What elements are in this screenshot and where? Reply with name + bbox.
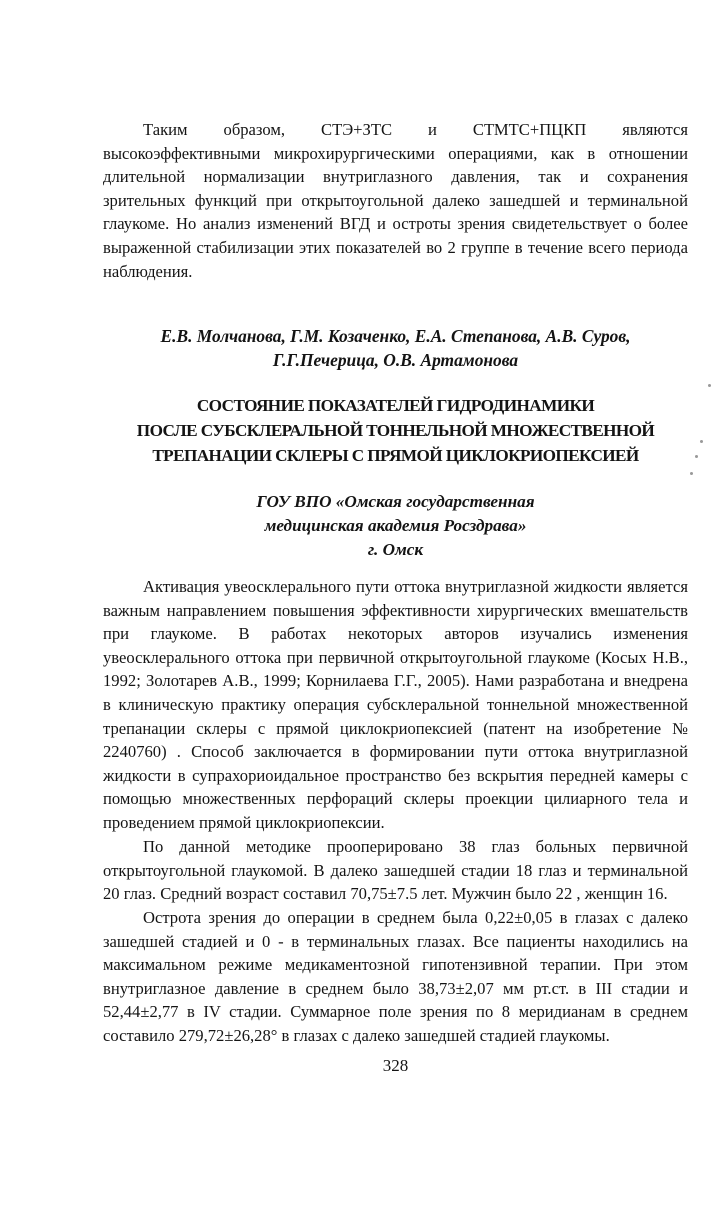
page-number: 328 [382,1056,409,1075]
title-line-1: СОСТОЯНИЕ ПОКАЗАТЕЛЕЙ ГИДРОДИНАМИКИ [196,396,595,415]
organization [103,490,688,562]
article-title [103,393,688,468]
scan-speck [708,384,711,387]
organization-city: г. Омск [367,540,424,559]
scan-speck [690,472,693,475]
scan-speck [695,455,698,458]
body-paragraph: Активация увеосклерального пути оттока внутриглазной жидкости является важным направлением повышения эффективности хирургических вмешательств при глаукоме. В работах некоторых авторов изучались изменения увеосклерального оттока при первичной открытоугольной глаукоме (Косых Н.В., 1992; Золотарев А.В., 1999; Корнилаева Г.Г., 2005). Нами разработана и внедрена в клиническую практику операция субсклеральной тоннельной множественной трепанации склеры с прямой циклокриопексией (патент на изобретение № 2240760) . Способ заключается в формировании пути оттока внутриглазной жидкости в супрахориоидальное пространство без вскрытия передней камеры с помощью множественных перфораций склеры проекции цилиарного тела и проведением прямой циклокриопексии. [103,577,688,832]
authors-line-1: Е.В. Молчанова, Г.М. Козаченко, Е.А. Степанова, А.В. Суров, [160,326,631,346]
body-paragraph: Острота зрения до операции в среднем была 0,22±0,05 в глазах с далеко зашедшей стадией и 0 - в терминальных глазах. Все пациенты находились на максимальном режиме медикаментозной гипотензивной терапии. При этом внутриглазное давление в среднем было 38,73±2,07 мм рт.ст. в III стадии и 52,44±2,77 в IV стадии. Суммарное поле зрения по 8 меридианам в среднем составило 279,72±26,28° в глазах с далеко зашедшей стадией глаукомы. [103,908,688,1045]
authors [103,324,688,372]
title-line-2: ПОСЛЕ СУБСКЛЕРАЛЬНОЙ ТОННЕЛЬНОЙ МНОЖЕСТВЕННОЙ [136,421,655,440]
organization-line-2: медицинская академия Росздрава» [264,516,527,535]
scan-speck [700,440,703,443]
title-line-3: ТРЕПАНАЦИИ СКЛЕРЫ С ПРЯМОЙ ЦИКЛОКРИОПЕКСИЕЙ [152,446,639,465]
body-paragraph: По данной методике прооперировано 38 глаз больных первичной открытоугольной глаукомой. В далеко зашедшей стадии 18 глаз и терминальной 20 глаз. Средний возраст составил 70,75±7.5 лет. Мужчин было 22 , женщин 16. [103,837,688,904]
intro-paragraph: Таким образом, СТЭ+ЗТС и СТМТС+ПЦКП являются высокоэффективными микрохирургическими операциями, как в отношении длительной нормализации внутриглазного давления, так и сохранения зрительных функций при открытоугольной далеко зашедшей и терминальной глаукоме. Но анализ изменений ВГД и остроты зрения свидетельствует о более выраженной стабилизации этих показателей во 2 группе в течение всего периода наблюдения. [103,120,688,281]
organization-line-1: ГОУ ВПО «Омская государственная [256,492,535,511]
authors-line-2: Г.Г.Печерица, О.В. Артамонова [272,350,519,370]
